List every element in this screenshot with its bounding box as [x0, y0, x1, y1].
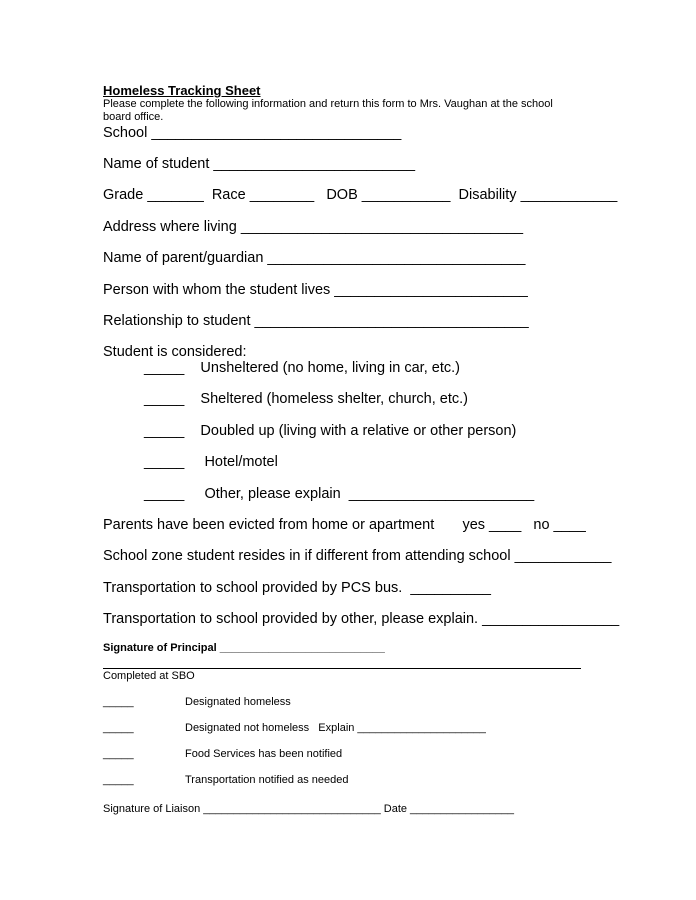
liaison-signature-date-field[interactable]: Signature of Liaison _____________________________ Date _________________: [103, 803, 515, 815]
grade-race-dob-disability-fields[interactable]: Grade _______ Race ________ DOB ___________ Disability ____________: [103, 187, 618, 203]
student-name-field[interactable]: Name of student _________________________: [103, 156, 416, 172]
option-doubled-up[interactable]: _____ Doubled up (living with a relative or other person): [144, 423, 517, 439]
office-blank-designated-homeless[interactable]: _____: [103, 696, 134, 708]
option-other[interactable]: _____ Other, please explain _______________________: [144, 486, 535, 502]
section-divider: [103, 668, 581, 669]
parent-guardian-field[interactable]: Name of parent/guardian ________________________________: [103, 250, 526, 266]
school-field[interactable]: School _______________________________: [103, 125, 402, 141]
instructions-line-1: Please complete the following information and return this form to Mrs. Vaughan at the school: [103, 98, 553, 110]
pcs-bus-field[interactable]: Transportation to school provided by PCS bus. __________: [103, 580, 491, 596]
office-label-transportation: Transportation notified as needed: [185, 774, 349, 786]
option-sheltered[interactable]: _____ Sheltered (homeless shelter, church, etc.): [144, 391, 469, 407]
considered-heading: Student is considered:: [103, 344, 247, 360]
address-field[interactable]: Address where living ___________________________________: [103, 219, 524, 235]
evicted-field[interactable]: Parents have been evicted from home or apartment yes ____ no ____: [103, 517, 586, 533]
principal-signature-field[interactable]: Signature of Principal ___________________________: [103, 642, 385, 654]
school-zone-field[interactable]: School zone student resides in if different from attending school ____________: [103, 548, 612, 564]
office-label-designated-homeless: Designated homeless: [185, 696, 291, 708]
office-label-not-homeless[interactable]: Designated not homeless Explain _____________________: [185, 722, 486, 734]
relationship-field[interactable]: Relationship to student __________________________________: [103, 313, 529, 329]
other-transport-field[interactable]: Transportation to school provided by other, please explain. _________________: [103, 611, 620, 627]
office-blank-transportation[interactable]: _____: [103, 774, 134, 786]
instructions-line-2: board office.: [103, 111, 164, 123]
option-hotel-motel[interactable]: _____ Hotel/motel: [144, 454, 278, 470]
completed-at-sbo-heading: Completed at SBO: [103, 670, 195, 682]
office-blank-food-services[interactable]: _____: [103, 748, 134, 760]
office-label-food-services: Food Services has been notified: [185, 748, 343, 760]
form-title: Homeless Tracking Sheet: [103, 83, 261, 98]
option-unsheltered[interactable]: _____ Unsheltered (no home, living in car, etc.): [144, 360, 460, 376]
person-lives-with-field[interactable]: Person with whom the student lives ________________________: [103, 282, 528, 298]
office-blank-not-homeless[interactable]: _____: [103, 722, 134, 734]
